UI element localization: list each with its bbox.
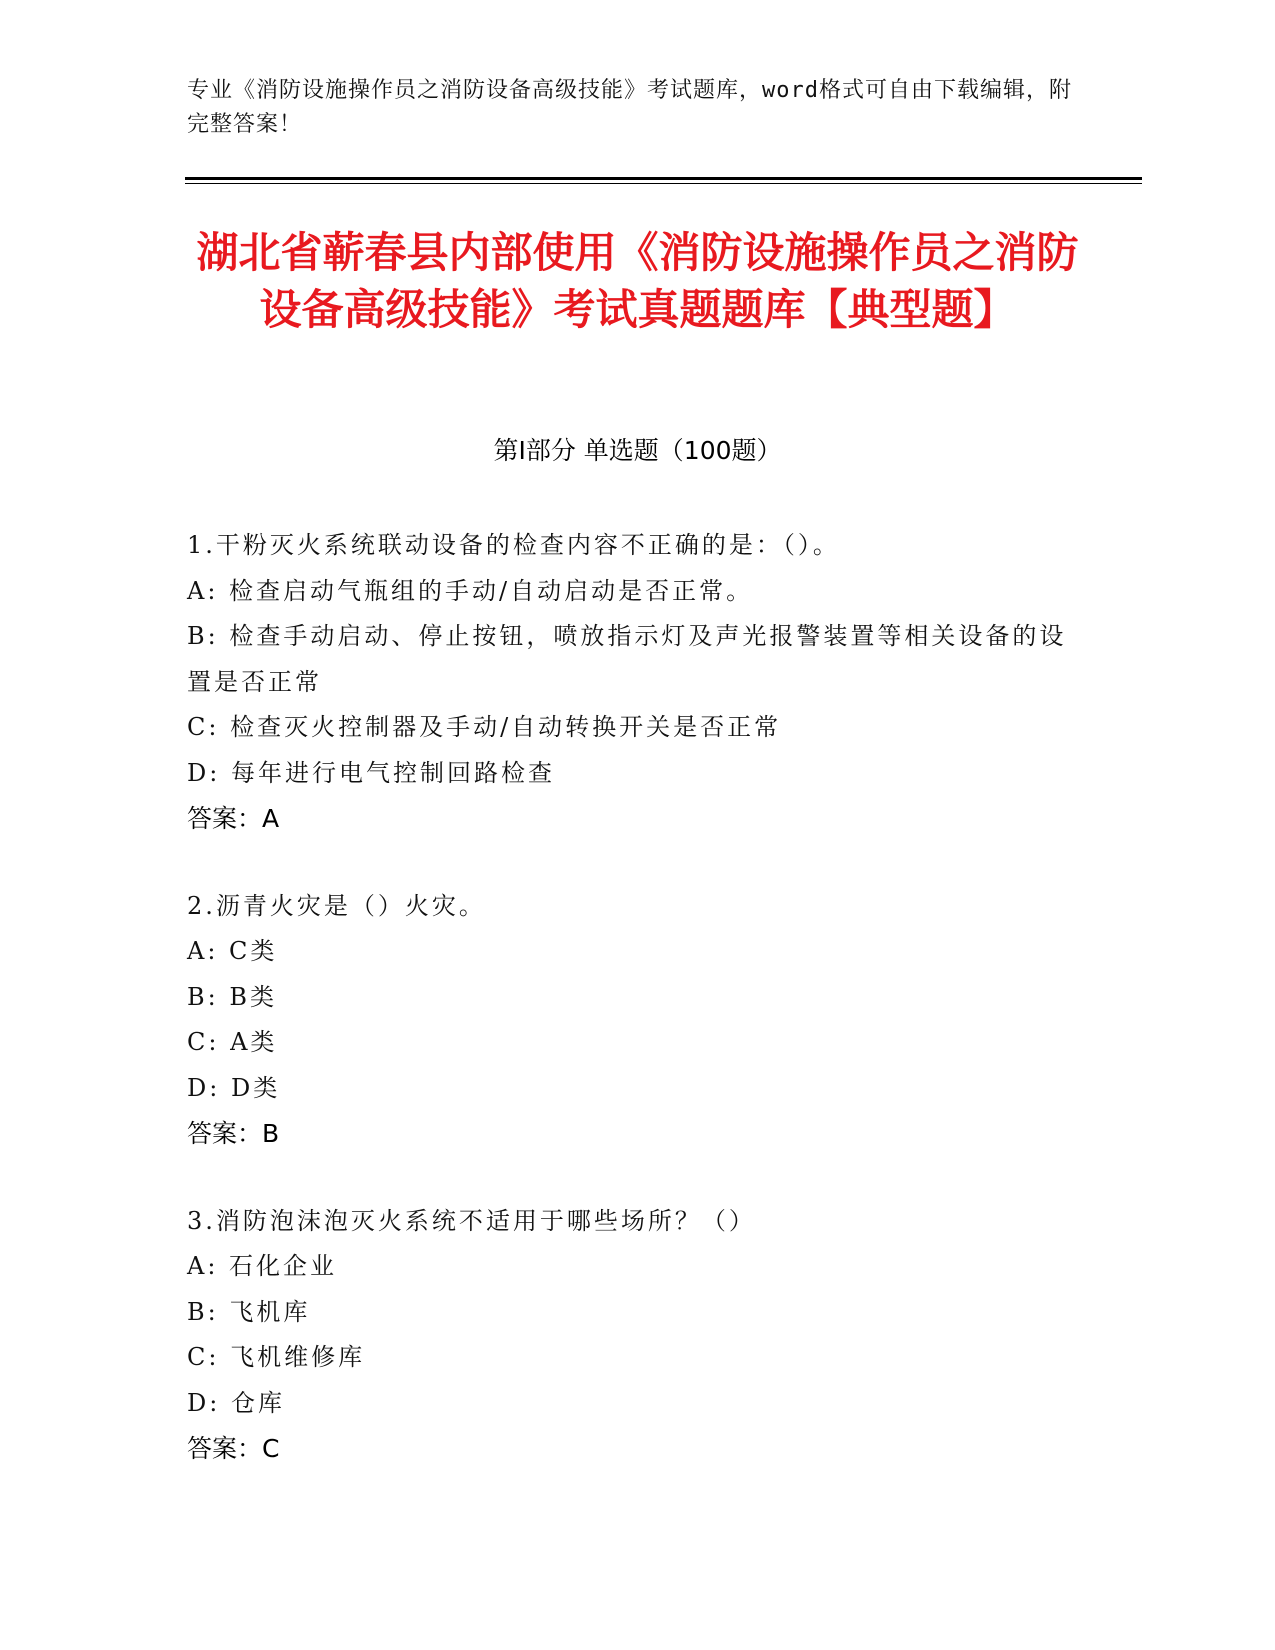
option-c: C: A类 xyxy=(187,1028,278,1056)
option-c: C: 检查灭火控制器及手动/自动转换开关是否正常 xyxy=(187,713,782,741)
option-a: A: 检查启动气瓶组的手动/自动启动是否正常。 xyxy=(187,576,754,605)
question-3 xyxy=(187,1199,1067,1472)
document-title: 湖北省蕲春县内部使用《消防设施操作员之消防设备高级技能》考试真题题库【典型题】 xyxy=(196,228,1079,334)
answer: 答案：C xyxy=(187,1434,280,1463)
question-2 xyxy=(187,884,1067,1157)
option-d: D: 仓库 xyxy=(187,1388,285,1417)
option-d: D: D类 xyxy=(187,1073,281,1102)
option-c: C: 飞机维修库 xyxy=(187,1343,366,1371)
header-divider-thin xyxy=(185,183,1142,184)
option-d: D: 每年进行电气控制回路检查 xyxy=(187,758,555,787)
option-a: A: C类 xyxy=(187,937,278,965)
question-list xyxy=(187,523,1067,1514)
question-1 xyxy=(187,523,1067,842)
header-note: 专业《消防设施操作员之消防设备高级技能》考试题库，word格式可自由下载编辑，附完整答案！ xyxy=(187,78,1072,137)
option-a: A: 石化企业 xyxy=(187,1252,338,1280)
option-b: B: B类 xyxy=(187,982,277,1011)
option-b: B: 检查手动启动、停止按钮，喷放指示灯及声光报警装置等相关设备的设置是否正常 xyxy=(187,622,1067,696)
section-heading: 第I部分 单选题（100题） xyxy=(493,436,782,465)
answer: 答案：A xyxy=(187,804,280,833)
answer: 答案：B xyxy=(187,1119,280,1148)
header-divider-thick xyxy=(185,177,1142,180)
option-b: B: 飞机库 xyxy=(187,1297,311,1326)
question-stem: 3.消防泡沫泡灭火系统不适用于哪些场所？（） xyxy=(187,1206,756,1235)
question-stem: 2.沥青火灾是（）火灾。 xyxy=(187,891,486,920)
question-stem: 1.干粉灭火系统联动设备的检查内容不正确的是：（）。 xyxy=(187,531,840,559)
